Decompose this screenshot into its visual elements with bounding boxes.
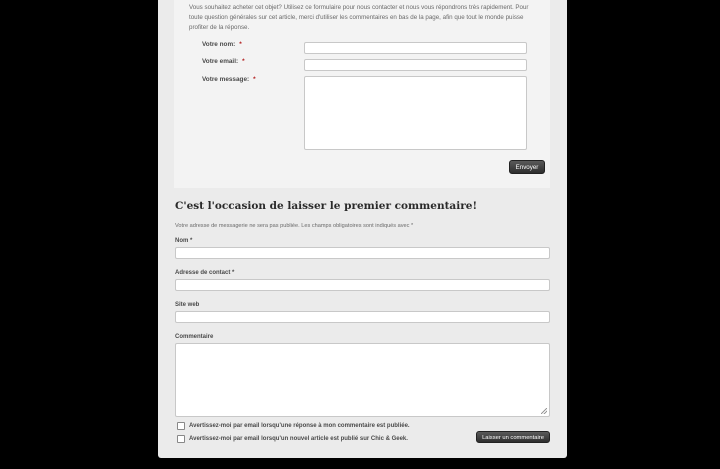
comment-website-label: Site web — [175, 302, 200, 308]
resize-handle-icon[interactable] — [541, 408, 547, 414]
comment-name-label: Nom * — [175, 238, 193, 244]
required-mark: * — [239, 41, 242, 48]
notify-replies-row — [177, 421, 410, 430]
comment-website-input[interactable] — [175, 311, 550, 323]
name-label-text: Votre nom: — [202, 41, 236, 48]
notify-replies-label: Avertissez-moi par email lorsqu'une réponse à mon commentaire est publiée. — [189, 422, 410, 429]
comments-title: C'est l'occasion de laisser le premier commentaire! — [175, 200, 478, 212]
contact-email-input[interactable] — [304, 59, 527, 71]
notify-replies-checkbox[interactable] — [177, 422, 185, 430]
contact-intro-text: Vous souhaitez acheter cet objet? Utilisez ce formulaire pour nous contacter et nous vous répondrons très rapidement. Pour toute question générales sur cet article, merci d'utiliser les commentaires en bas de la page, afin que tout le monde puisse profiter de la réponse. — [189, 4, 529, 31]
comment-textarea[interactable] — [175, 343, 550, 417]
comment-contact-label: Adresse de contact * — [175, 270, 235, 276]
submit-comment-button[interactable]: Laisser un commentaire — [476, 431, 550, 443]
required-mark: * — [242, 58, 245, 65]
comment-name-input[interactable] — [175, 247, 550, 259]
contact-form — [174, 0, 550, 188]
send-button[interactable]: Envoyer — [509, 160, 545, 174]
name-label — [202, 41, 242, 48]
contact-name-input[interactable] — [304, 42, 527, 54]
content-panel — [158, 0, 567, 458]
email-label — [202, 58, 245, 65]
notify-articles-row — [177, 434, 408, 443]
comment-text-label: Commentaire — [175, 334, 214, 340]
notify-articles-label: Avertissez-moi par email lorsqu'un nouvel article est publié sur Chic & Geek. — [189, 435, 408, 442]
required-fields-note: Votre adresse de messagerie ne sera pas publiée. Les champs obligatoires sont indiqués avec * — [175, 223, 414, 229]
message-label-text: Votre message: — [202, 76, 250, 83]
required-mark: * — [253, 76, 256, 83]
contact-message-textarea[interactable] — [304, 76, 527, 150]
email-label-text: Votre email: — [202, 58, 239, 65]
notify-articles-checkbox[interactable] — [177, 435, 185, 443]
comment-contact-input[interactable] — [175, 279, 550, 291]
message-label — [202, 76, 256, 83]
